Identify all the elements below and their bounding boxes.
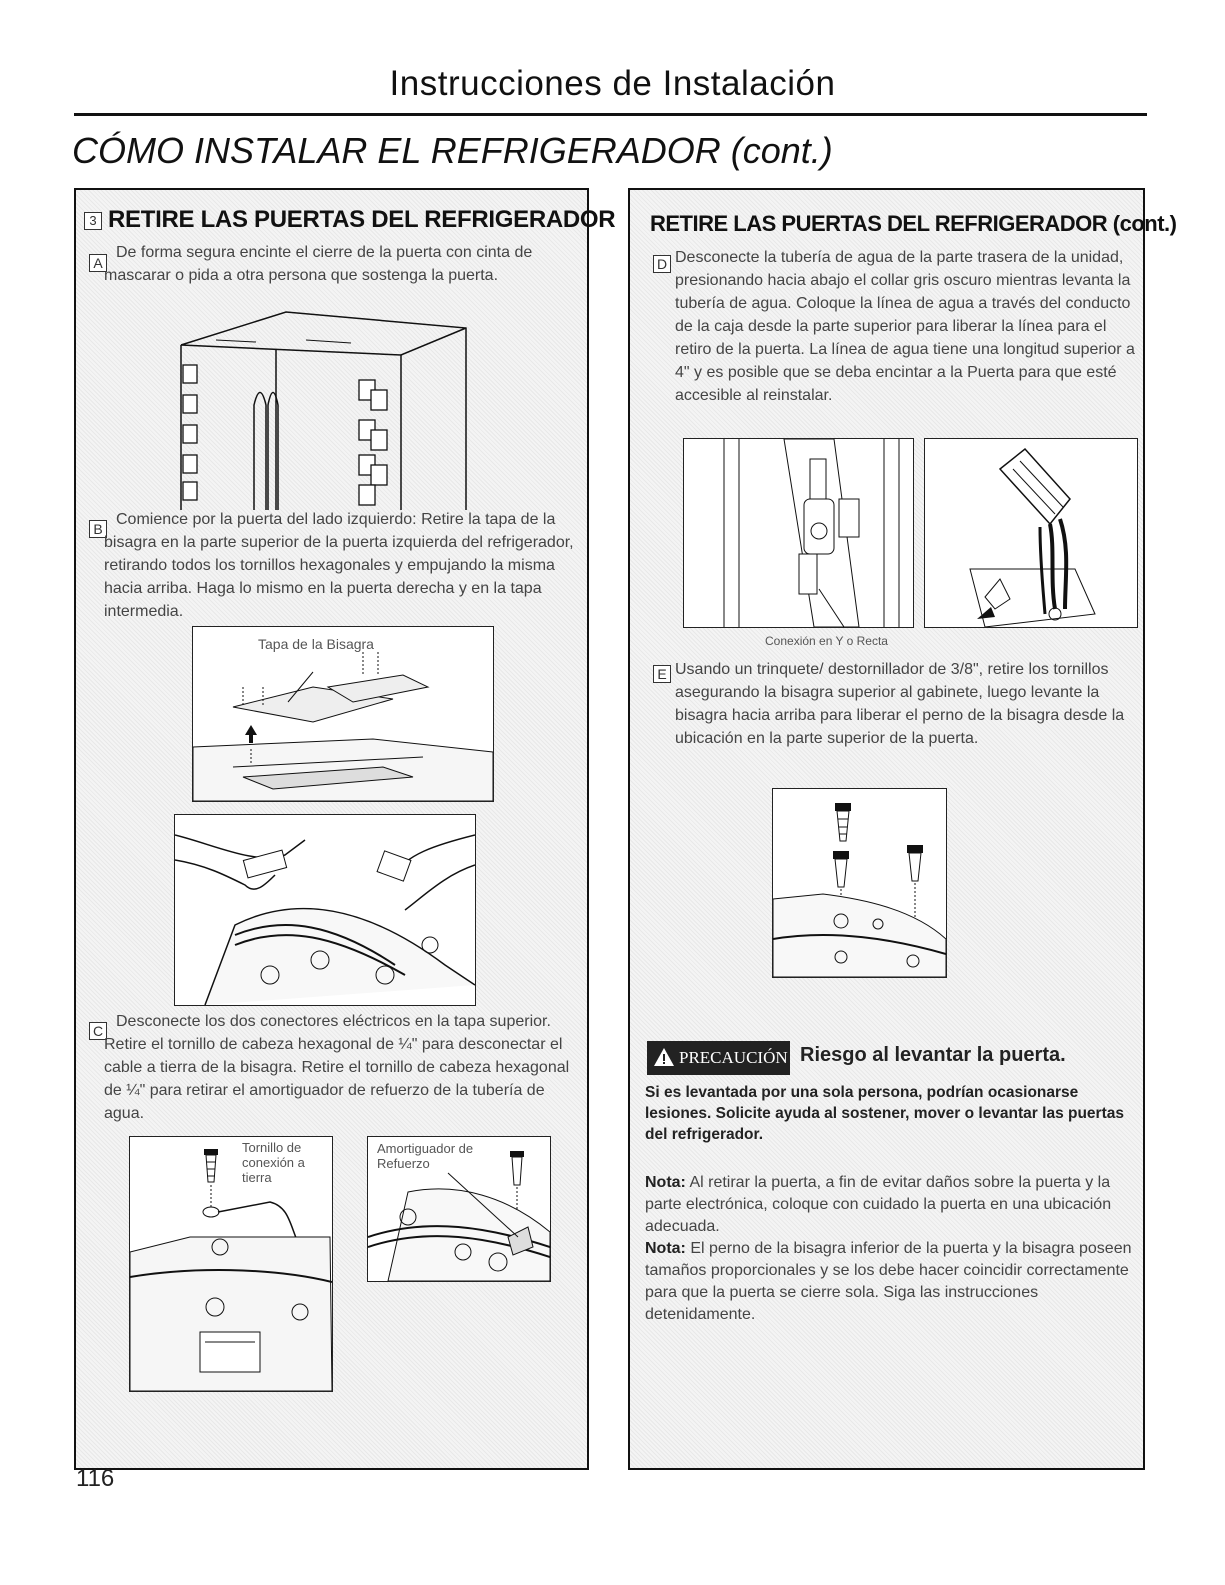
step-a-letter: A (89, 254, 107, 272)
note-2 (645, 1238, 1140, 1326)
step-number-box: 3 (84, 212, 102, 230)
step-c-text: Desconecte los dos conectores eléctricos en la tapa superior. Retire el tornillo de cabeza hexagonal de ¼" para desconectar el cable a tierra de la bisagra. Retire el tornillo de cabeza hexagonal de ¼" para retirar el amortiguador de refuerzo de la tubería de agua. (104, 1013, 570, 1122)
fridge-doors-illustration (176, 310, 472, 512)
title-divider (74, 113, 1147, 116)
step-a-text: De forma segura encinte el cierre de la puerta con cinta de mascarar o pida a otra persona que sostenga la puerta. (104, 244, 533, 284)
step-d-text: Desconecte la tubería de agua de la parte trasera de la unidad, presionando hacia abajo el collar gris oscuro mientras levanta la tubería de agua. Coloque la línea de agua a través del conducto de la caja desde la parte superior para liberar la línea para el retiro de la puerta. La línea de agua tiene una longitud superior a 4" y es posible que se deba encintar a la Puerta para que esté accesible al reinstalar. (675, 249, 1135, 404)
top-hinge-bolts-figure (772, 788, 947, 978)
caution-text: Si es levantada por una sola persona, podrían ocasionarse lesiones. Solicite ayuda al sostener, mover o levantar las puertas del refrigerador. (645, 1084, 1124, 1143)
warning-icon (653, 1047, 675, 1067)
note-1-text: Al retirar la puerta, a fin de evitar daños sobre la puerta y la parte electrónica, coloque con cuidado la puerta en una ubicación adecuada. (645, 1174, 1112, 1235)
caution-badge-text: PRECAUCIÓN (679, 1048, 788, 1067)
step-b-letter: B (89, 520, 107, 538)
caution-title: Riesgo al levantar la puerta. (800, 1044, 1066, 1066)
damper-label: Amortiguador de Refuerzo (377, 1141, 474, 1171)
note-1-label: Nota: (645, 1174, 686, 1191)
page-title: Instrucciones de Instalación (389, 64, 836, 103)
left-panel-heading: RETIRE LAS PUERTAS DEL REFRIGERADOR (108, 206, 616, 233)
note-1 (645, 1172, 1140, 1238)
connection-label: Conexión en Y o Recta (765, 634, 888, 648)
note-2-text: El perno de la bisagra inferior de la puerta y la bisagra poseen tamaños proporcionales y se los debe hacer coincidir correctamente para que la puerta se cierre sola. Siga las instrucciones detenidamente. (645, 1240, 1132, 1323)
step-e-text: Usando un trinquete/ destornillador de 3/8", retire los tornillos asegurando la bisagra superior al gabinete, luego levante la bisagra hacia arriba para liberar el perno de la bisagra desde la ubicación en la parte superior de la puerta. (675, 661, 1125, 747)
right-panel-heading: RETIRE LAS PUERTAS DEL REFRIGERADOR (cont.) (650, 211, 1177, 236)
water-line-connection-figure (683, 438, 914, 628)
electrical-connectors-figure (174, 814, 476, 1006)
step-c-letter: C (89, 1022, 107, 1040)
step-e-letter: E (653, 665, 671, 683)
note-2-label: Nota: (645, 1240, 686, 1257)
step-d-letter: D (653, 255, 671, 273)
section-title: CÓMO INSTALAR EL REFRIGERADOR (cont.) (72, 130, 833, 171)
page-number: 116 (76, 1465, 115, 1492)
caution-badge (647, 1041, 790, 1075)
water-line-removal-figure (924, 438, 1138, 628)
ground-screw-label: Tornillo de conexión a tierra (242, 1140, 305, 1185)
step-b-text: Comience por la puerta del lado izquierdo: Retire la tapa de la bisagra en la parte superior de la puerta izquierda del refrigerador, retirando todos los tornillos hexagonales y empujando la misma hacia arriba. Haga lo mismo en la puerta derecha y en la tapa intermedia. (104, 511, 574, 620)
hinge-cover-label: Tapa de la Bisagra (258, 636, 374, 652)
